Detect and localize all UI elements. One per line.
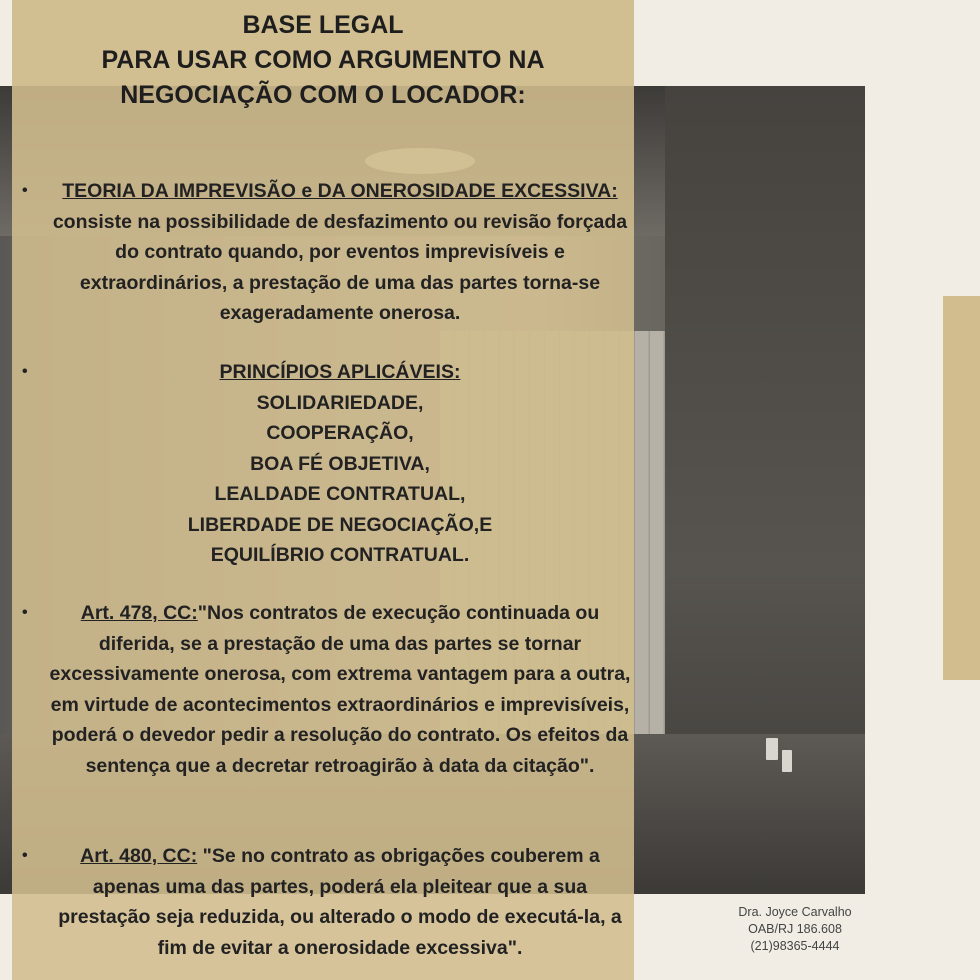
title-line-1: BASE LEGAL xyxy=(242,11,404,39)
bullet: • xyxy=(22,604,28,621)
principle-item: EQUILÍBRIO CONTRATUAL. xyxy=(210,544,470,566)
author-phone: (21)98365-4444 xyxy=(750,939,840,953)
title-line-2: PARA USAR COMO ARGUMENTO NA xyxy=(101,46,545,74)
section-heading: PRINCÍPIOS APLICÁVEIS: xyxy=(219,361,461,383)
bullet: • xyxy=(22,182,28,199)
author-name: Dra. Joyce Carvalho xyxy=(738,905,852,919)
section-heading: Art. 478, CC: xyxy=(80,602,198,624)
principle-item: LEALDADE CONTRATUAL, xyxy=(214,483,466,505)
section-heading: TEORIA DA IMPREVISÃO e DA ONEROSIDADE EXCESSIVA: xyxy=(62,180,618,202)
section-text xyxy=(46,176,634,329)
section-text xyxy=(46,598,634,781)
section-body: "Se no contrato as obrigações couberem a apenas uma das partes, poderá ela pleitear que a sua prestação seja reduzida, ou alterado o modo de executá-la, a fim de evitar a onerosidade excessiva". xyxy=(58,845,622,959)
section-art-478 xyxy=(22,598,634,781)
section-teoria-imprevisao xyxy=(22,176,634,329)
wall-outlet xyxy=(766,738,778,760)
principle-item: SOLIDARIEDADE, xyxy=(256,391,424,414)
title-line-3: NEGOCIAÇÃO COM O LOCADOR: xyxy=(120,81,526,109)
principle-item: LIBERDADE DE NEGOCIAÇÃO,E xyxy=(187,513,493,536)
wall-switch xyxy=(782,750,792,772)
section-text xyxy=(46,841,634,963)
author-oab: OAB/RJ 186.608 xyxy=(748,922,842,936)
section-heading: Art. 480, CC: xyxy=(80,845,198,867)
author-signature xyxy=(720,904,870,955)
principle-item: BOA FÉ OBJETIVA, xyxy=(250,452,430,475)
principle-item: COOPERAÇÃO, xyxy=(266,422,414,444)
page-title xyxy=(12,8,634,113)
bullet: • xyxy=(22,847,28,864)
section-art-480 xyxy=(22,841,634,963)
section-text xyxy=(46,357,634,571)
section-body: "Nos contratos de execução continuada ou diferida, se a prestação de uma das partes se tornar excessivamente onerosa, com extrema vantagem para a outra, em virtude de acontecimentos extraordinários e imprevisíveis, poderá o devedor pedir a resolução do contrato. Os efeitos da sentença que a decretar retroagirão à data da citação". xyxy=(49,602,631,777)
section-body: consiste na possibilidade de desfazimento ou revisão forçada do contrato quando, por eventos imprevisíveis e extraordinários, a prestação de uma das partes torna-se exageradamente onerosa. xyxy=(52,210,628,324)
bullet: • xyxy=(22,363,28,380)
accent-bar xyxy=(943,296,980,680)
section-principios xyxy=(22,357,634,571)
